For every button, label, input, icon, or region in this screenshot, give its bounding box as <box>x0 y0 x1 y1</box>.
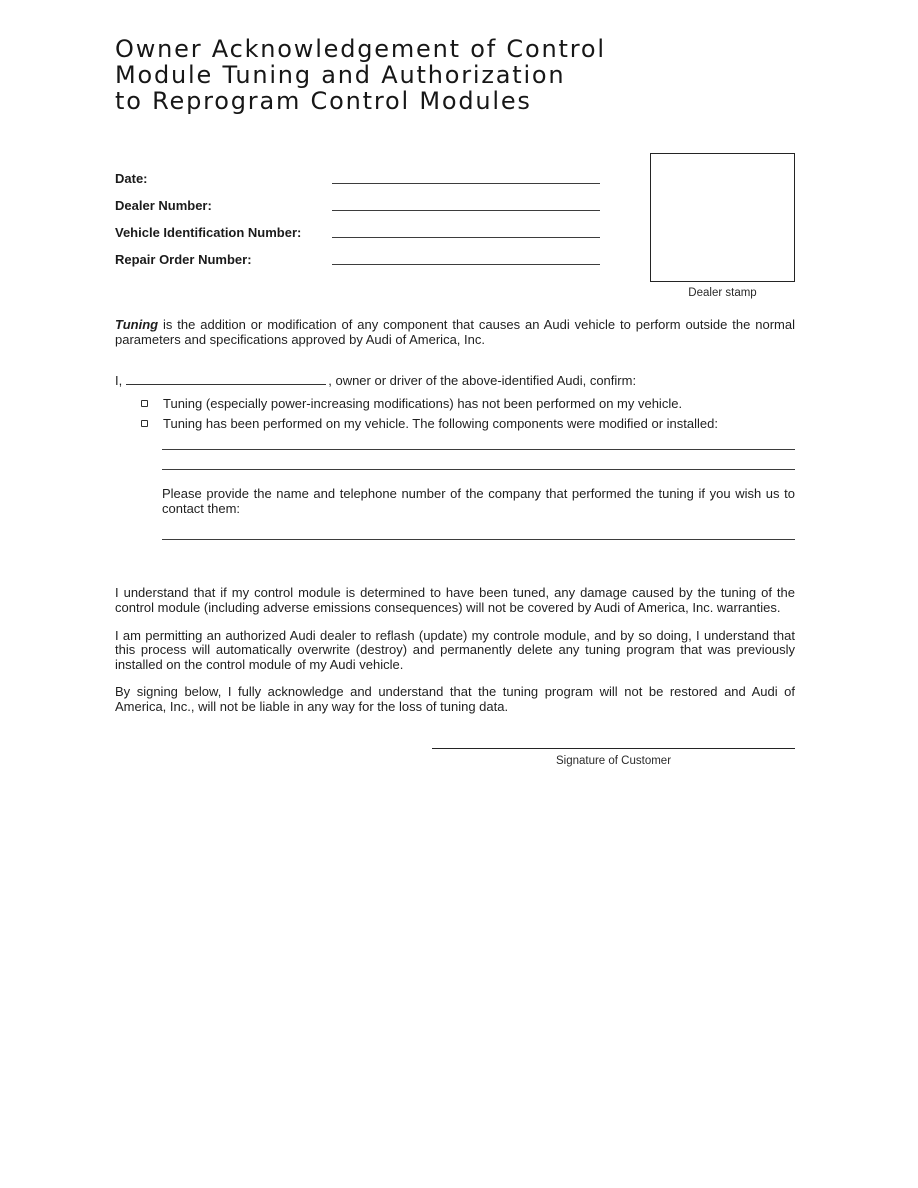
repair-order-input-line[interactable] <box>332 264 600 265</box>
components-input-line-2[interactable] <box>162 469 795 470</box>
checkbox-icon[interactable] <box>141 420 148 427</box>
dealer-stamp-label: Dealer stamp <box>688 287 757 299</box>
signature-block <box>432 748 795 767</box>
checkbox-icon[interactable] <box>141 400 148 407</box>
tuning-definition-text: is the addition or modification of any component that causes an Audi vehicle to perform outside the normal parameters and specifications approved by Audi of America, Inc. <box>115 317 795 347</box>
dealer-stamp-area <box>650 153 795 299</box>
ack-paragraph-reflash: I am permitting an authorized Audi dealer to reflash (update) my controle module, and by so doing, I understand that this process will automatically overwrite (destroy) and permanently delete any tuning program that was previously installed on the control module of my Audi vehicle. <box>115 627 795 672</box>
contact-request-text: Please provide the name and telephone number of the company that performed the tuning if you wish us to contact them: <box>162 486 795 516</box>
date-label: Date: <box>115 171 148 186</box>
header-section <box>115 166 795 299</box>
option-tuning-performed[interactable] <box>115 414 795 434</box>
tuning-definition-paragraph <box>115 318 795 347</box>
signature-label: Signature of Customer <box>555 754 672 767</box>
confirmation-prefix: I, <box>115 373 123 389</box>
confirmation-suffix: , owner or driver of the above-identified Audi, confirm: <box>328 373 637 389</box>
option-tuning-not-performed[interactable] <box>115 394 795 414</box>
tuning-options-list <box>115 394 795 434</box>
page-title <box>115 36 795 114</box>
contact-info-input-line[interactable] <box>162 539 795 540</box>
title-line-3: to Reprogram Control Modules <box>115 87 532 115</box>
vin-input-line[interactable] <box>332 237 600 238</box>
title-line-1: Owner Acknowledgement of Control <box>115 35 606 63</box>
customer-signature-line[interactable] <box>432 748 795 749</box>
dealer-number-label: Dealer Number: <box>115 198 212 213</box>
title-line-2: Module Tuning and Authorization <box>115 61 566 89</box>
repair-order-label: Repair Order Number: <box>115 252 252 267</box>
ack-paragraph-no-restore: By signing below, I fully acknowledge and understand that the tuning program will not be restored and Audi of America, Inc., will not be liable in any way for the loss of tuning data. <box>115 684 795 714</box>
date-input-line[interactable] <box>332 183 600 184</box>
ack-paragraph-warranty: I understand that if my control module is determined to have been tuned, any damage caused by the tuning of the control module (including adverse emissions consequences) will not be covered by Audi of America, Inc. warranties. <box>115 585 795 615</box>
owner-name-input-line[interactable] <box>126 370 326 385</box>
dealer-stamp-box <box>650 153 795 282</box>
dealer-number-input-line[interactable] <box>332 210 600 211</box>
tuning-term: Tuning <box>115 317 159 332</box>
components-input-line-1[interactable] <box>162 449 795 450</box>
option-label: Tuning (especially power-increasing modifications) has not been performed on my vehicle. <box>163 396 683 412</box>
option-label: Tuning has been performed on my vehicle. The following components were modified or installed: <box>163 416 718 432</box>
vin-label: Vehicle Identification Number: <box>115 225 302 240</box>
confirmation-line <box>115 370 795 389</box>
